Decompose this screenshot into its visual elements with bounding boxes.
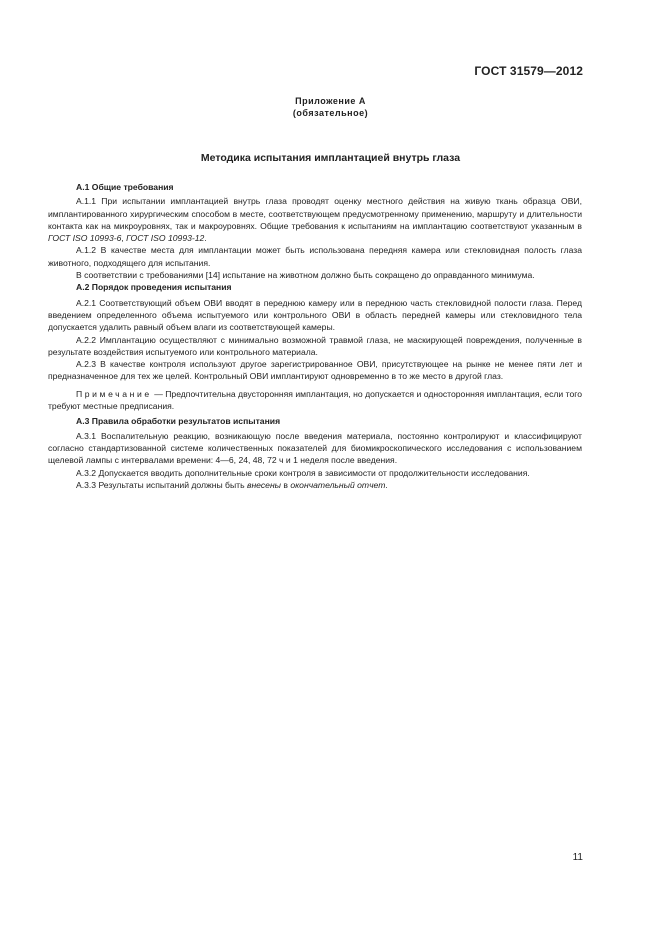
emphasis-entered: внесены: [246, 479, 281, 490]
annex-label: Приложение А: [295, 96, 366, 106]
paragraph-a3-2: А.3.2 Допускается вводить дополнительные сроки контроля в зависимости от продолжительности исследования.: [76, 467, 530, 478]
paragraph-a1-1-text: А.1.1 При испытании имплантацией внутрь глаза проводят оценку местного действия на живую ткань образца ОВИ, имплантированного хирургическим способом в месте, соответствующем предусмотренному применению, маршруту и длительности контакта как на микроуровнях, так и макроуровнях. Общие требования к испытаниям на имплантацию соответствуют указанным в: [48, 196, 582, 231]
emphasis-final-report: окончательный отчет: [290, 479, 386, 490]
document-title: Методика испытания имплантацией внутрь глаза: [200, 152, 461, 164]
paragraph-a1-2: А.1.2 В качестве места для имплантации может быть использована передняя камера или стекловидная полость глаза животного, подходящего для испытания.: [48, 245, 582, 268]
annex-title: [0, 95, 661, 119]
section-a1-heading: А.1 Общие требования: [76, 182, 174, 192]
note-label: Примечание: [76, 388, 152, 399]
section-a2-heading: А.2 Порядок проведения испытания: [76, 282, 232, 293]
annex-status: (обязательное): [292, 108, 369, 118]
paragraph-a3-1: А.3.1 Воспалительную реакцию, возникающую после введения материала, постоянно контролируют и классифицируют согласно стандартизованной системе количественных показателей для биомикроскопического исследования с использованием щелевой лампы с интервалами времени: 4—6, 24, 48, 72 ч и 1 неделя после введения.: [48, 430, 582, 466]
paragraph-a2-1: А.2.1 Соответствующий объем ОВИ вводят в переднюю камеру или в переднюю часть стекловидной полости глаза. Перед введением определенного объема испытуемого или контрольного ОВИ в область передней камеры или стекловидного тела допускается удалить равный объем влаги из соответствующей камеры.: [48, 297, 582, 333]
paragraph-a1-1-end: .: [204, 233, 207, 244]
section-a3-heading: А.3 Правила обработки результатов испытания: [76, 416, 281, 427]
paragraph-a2-2: А.2.2 Имплантацию осуществляют с минимально возможной травмой глаза, не маскирующей повреждения, полученные в результате воздействия испытуемого или контрольного материала.: [48, 334, 582, 357]
standard-id: ГОСТ 31579—2012: [474, 64, 583, 78]
paragraph-a3-3: [48, 479, 582, 491]
document-body: [48, 181, 582, 491]
page-number: 11: [572, 852, 583, 863]
paragraph-a3-3-end: .: [385, 479, 388, 490]
note-text: — Предпочтительна двусторонняя имплантация, но допускается и односторонняя имплантация, если того требуют местные предписания.: [48, 388, 582, 412]
reference-gost-iso-10993-6: ГОСТ ISO 10993-6: [48, 233, 122, 244]
paragraph-a2-3: А.2.3 В качестве контроля используют другое зарегистрированное ОВИ, присутствующее на рынке не менее пяти лет и предназначенное для тех же целей. Контрольный ОВИ имплантируют одновременно в то же место в другой глаз.: [48, 359, 582, 382]
reference-separator: ,: [121, 233, 127, 244]
paragraph-a3-3-text: А.3.3 Результаты испытаний должны быть: [76, 479, 247, 490]
paragraph-a1-1: [48, 195, 582, 244]
paragraph-a1-3: В соответствии с требованиями [14] испытание на животном должно быть сокращено до оправданного минимума.: [76, 270, 535, 281]
paragraph-a3-3-mid: в: [281, 479, 291, 490]
note: [48, 388, 582, 413]
reference-gost-iso-10993-12: ГОСТ ISO 10993-12: [126, 233, 205, 244]
